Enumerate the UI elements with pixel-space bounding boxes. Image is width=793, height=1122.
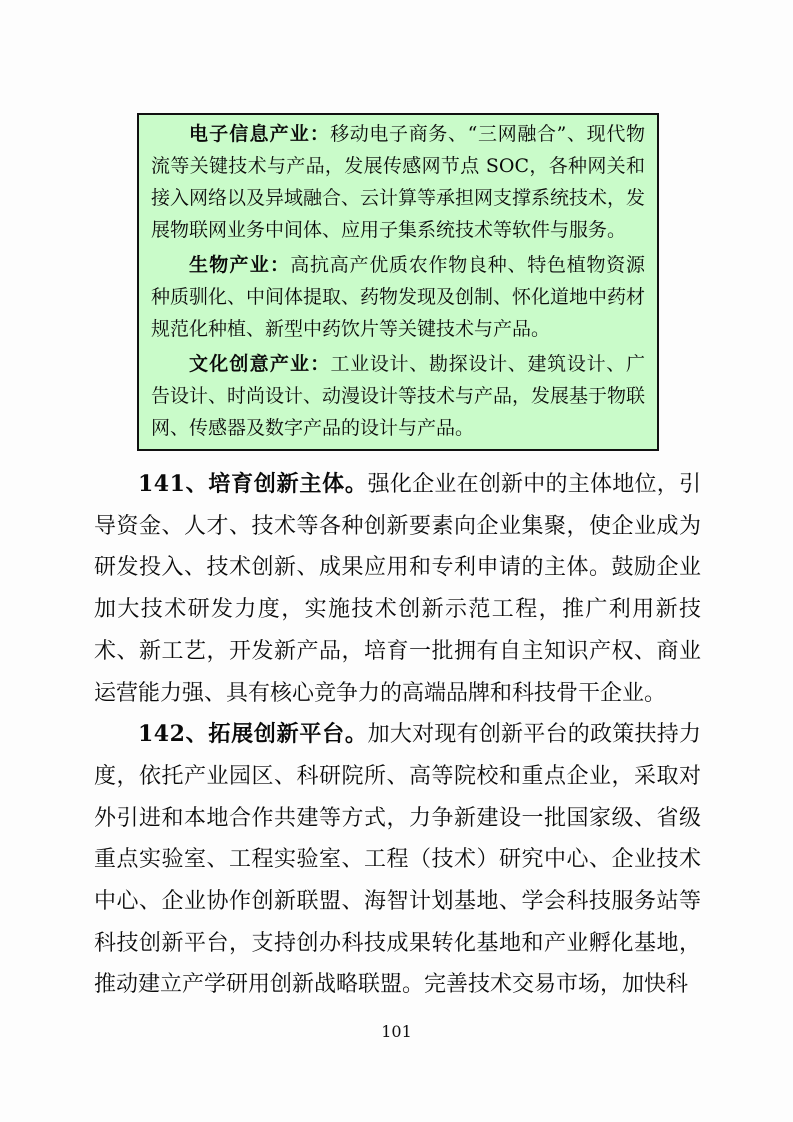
- paragraph-141-heading: 141、培育创新主体。: [138, 471, 368, 497]
- box-paragraph-cultural-creative-industry: [151, 348, 645, 444]
- box-heading-cultural-creative-industry: 文化创意产业：: [189, 353, 331, 375]
- page-number: 101: [381, 1022, 412, 1041]
- paragraph-141-cultivate-innovation-entities: [94, 464, 701, 714]
- paragraph-141-body: 强化企业在创新中的主体地位，引导资金、人才、技术等各种创新要素向企业集聚，使企业成为研发投入、技术创新、成果应用和专利申请的主体。鼓励企业加大技术研发力度，实施技术创新示范工程，推广利用新技术、新工艺，开发新产品，培育一批拥有自主知识产权、商业运营能力强、具有核心竞争力的高端品牌和科技骨干企业。: [94, 472, 701, 706]
- box-body-biological-industry: 高抗高产优质农作物良种、特色植物资源种质驯化、中间体提取、药物发现及创制、怀化道地中药材规范化种植、新型中药饮片等关键技术与产品。: [151, 254, 646, 340]
- box-paragraph-biological-industry: [151, 249, 645, 345]
- paragraph-142-heading: 142、拓展创新平台。: [138, 721, 368, 748]
- document-body: [94, 464, 701, 1006]
- paragraph-142-expand-innovation-platforms: [94, 714, 701, 1006]
- box-heading-electronic-information: 电子信息产业：: [189, 123, 331, 145]
- box-body-electronic-information: 移动电子商务、“三网融合”、现代物流等关键技术与产品，发展传感网节点 SOC，各种网关和接入网络以及异域融合、云计算等承担网支撑系统技术，发展物联网业务中间体、应用子集系统技术等软件与服务。: [151, 123, 646, 241]
- box-body-cultural-creative-industry: 工业设计、勘探设计、建筑设计、广告设计、时尚设计、动漫设计等技术与产品，发展基于物联网、传感器及数字产品的设计与产品。: [151, 353, 646, 439]
- box-paragraph-electronic-information: [151, 118, 645, 246]
- box-heading-biological-industry: 生物产业：: [189, 254, 291, 276]
- industry-highlight-box: [137, 113, 659, 451]
- paragraph-142-body: 加大对现有创新平台的政策扶持力度，依托产业园区、科研院所、高等院校和重点企业，采取对外引进和本地合作共建等方式，力争新建设一批国家级、省级重点实验室、工程实验室、工程（技术）研究中心、企业技术中心、企业协作创新联盟、海智计划基地、学会科技服务站等科技创新平台，支持创办科技成果转化基地和产业孵化基地，推动建立产学研用创新战略联盟。完善技术交易市场，加快科: [94, 722, 701, 998]
